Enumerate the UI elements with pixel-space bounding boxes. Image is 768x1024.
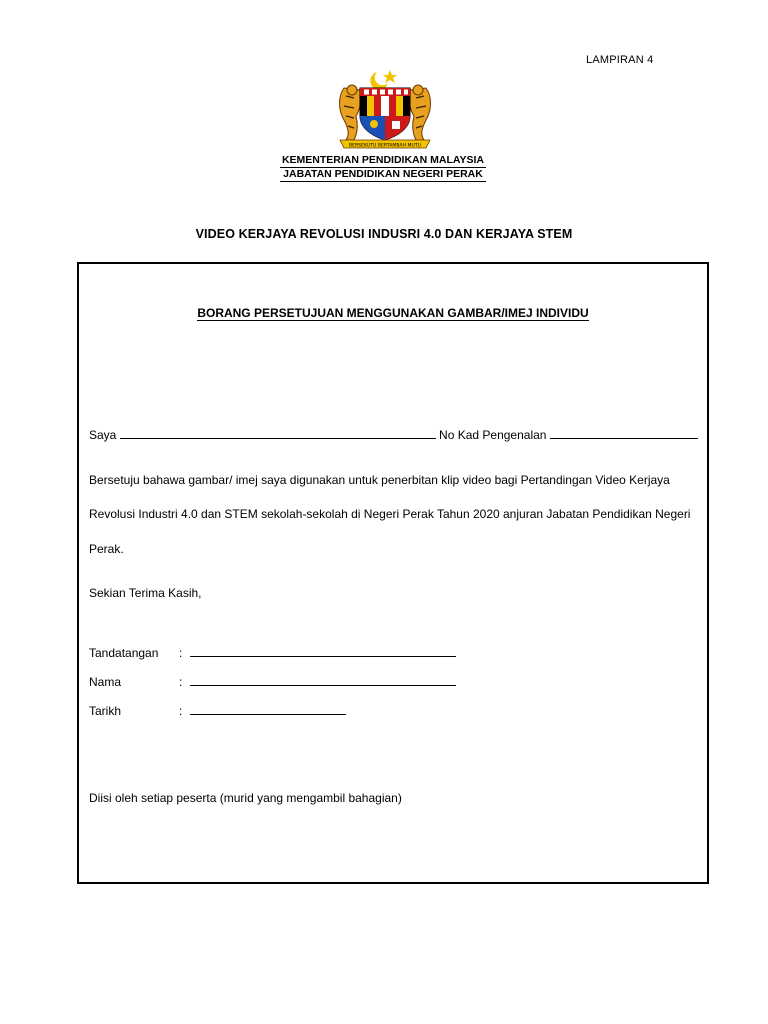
signature-blank-field[interactable] — [190, 646, 456, 657]
ministry-name: KEMENTERIAN PENDIDIKAN MALAYSIA — [281, 154, 485, 166]
consent-line-2: Revolusi Industri 4.0 dan STEM sekolah-sekolah di Negeri Perak Tahun 2020 anjuran Jabatan Pendidikan Negeri — [89, 507, 691, 521]
name-blank-field[interactable] — [120, 428, 436, 439]
consent-line-1: Bersetuju bahawa gambar/ imej saya digunakan untuk penerbitan klip video bagi Pertandingan Video Kerjaya — [89, 473, 670, 487]
ministry-header — [280, 154, 486, 182]
coat-of-arms-logo — [330, 66, 440, 150]
signature-colon: : — [179, 646, 183, 660]
closing-text: Sekian Terima Kasih, — [89, 586, 202, 600]
name-row — [89, 675, 456, 689]
signature-row — [89, 646, 456, 660]
name-ic-line — [89, 428, 698, 442]
form-title-text: BORANG PERSETUJUAN MENGGUNAKAN GAMBAR/IMEJ INDIVIDU — [197, 306, 589, 320]
date-label: Tarikh — [89, 704, 122, 718]
date-blank-field[interactable] — [190, 704, 346, 715]
footnote-text: Diisi oleh setiap peserta (murid yang mengambil bahagian) — [89, 791, 402, 805]
saya-label: Saya — [89, 428, 117, 442]
date-row — [89, 704, 346, 718]
ic-label: No Kad Pengenalan — [439, 428, 547, 442]
svg-text:BERSEKUTU BERTAMBAH MUTU: BERSEKUTU BERTAMBAH MUTU — [348, 143, 422, 149]
name-label: Nama — [89, 675, 122, 689]
appendix-label: LAMPIRAN 4 — [586, 54, 654, 66]
form-title — [79, 306, 707, 320]
department-name: JABATAN PENDIDIKAN NEGERI PERAK — [280, 168, 486, 182]
name-colon: : — [179, 675, 183, 689]
ic-blank-field[interactable] — [550, 428, 698, 439]
date-colon: : — [179, 704, 183, 718]
signature-label: Tandatangan — [89, 646, 159, 660]
consent-line-3: Perak. — [89, 542, 124, 556]
document-title: VIDEO KERJAYA REVOLUSI INDUSRI 4.0 DAN KERJAYA STEM — [195, 227, 573, 241]
consent-form-box — [77, 262, 709, 884]
name-signature-blank-field[interactable] — [190, 675, 456, 686]
